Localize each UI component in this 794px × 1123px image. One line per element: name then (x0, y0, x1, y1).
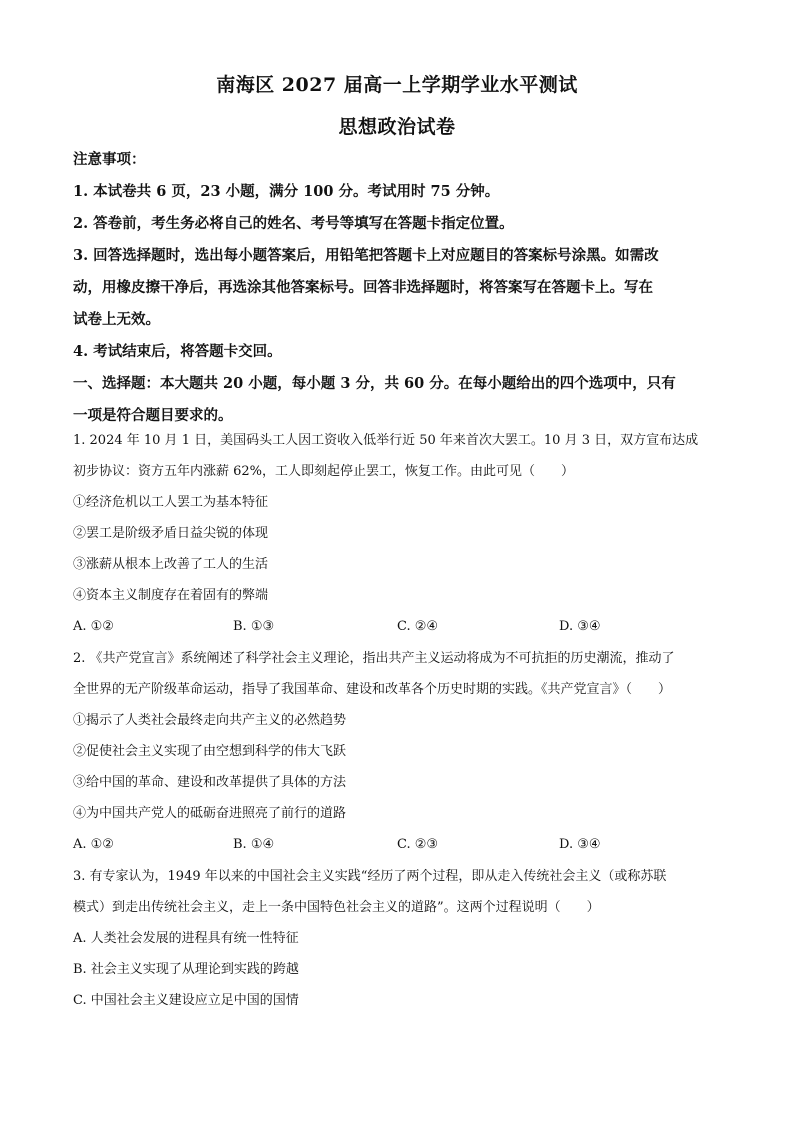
question-3 (73, 861, 725, 1016)
option-c: C. ②③ (397, 837, 439, 852)
option-a: A. 人类社会发展的进程具有统一性特征 (73, 931, 299, 946)
statement: ①经济危机以工人罢工为基本特征 (73, 495, 269, 510)
exam-subject: 思想政治试卷 (338, 116, 456, 138)
question-2 (73, 643, 725, 860)
statement: ③给中国的革命、建设和改革提供了具体的方法 (73, 775, 347, 790)
exam-title: 南海区 2027 届高一上学期学业水平测试 (216, 74, 578, 96)
option-b: B. 社会主义实现了从理论到实践的跨越 (73, 962, 299, 977)
statement: ④资本主义制度存在着固有的弊端 (73, 588, 269, 603)
option-d: D. ③④ (559, 837, 601, 852)
question-1 (73, 425, 725, 642)
option-a: A. ①② (73, 837, 114, 852)
question-stem-line: 1. 2024 年 10 月 1 日，美国码头工人因工资收入低举行近 50 年来首次大罢工。10 月 3 日，双方宣布达成 (73, 433, 699, 448)
option-c: C. 中国社会主义建设应立足中国的国情 (73, 993, 299, 1008)
statement: ②罢工是阶级矛盾日益尖锐的体现 (73, 526, 269, 541)
statement: ①揭示了人类社会最终走向共产主义的必然趋势 (73, 713, 347, 728)
notice-item: 试卷上无效。 (73, 311, 160, 328)
section-heading-line: 一项是符合题目要求的。 (73, 407, 233, 424)
answer-options (73, 829, 725, 860)
option-c: C. ②④ (397, 619, 439, 634)
statement: ④为中国共产党人的砥砺奋进照亮了前行的道路 (73, 806, 347, 821)
option-b: B. ①④ (233, 837, 275, 852)
option-d: D. ③④ (559, 619, 601, 634)
question-stem-line: 初步协议：资方五年内涨薪 62%，工人即刻起停止罢工，恢复工作。由此可见（ ） (73, 464, 575, 479)
question-stem-line: 2. 《共产党宣言》系统阐述了科学社会主义理论，指出共产主义运动将成为不可抗拒的历史潮流，推动了 (73, 651, 675, 666)
notice-item: 2. 答卷前，考生务必将自己的姓名、考号等填写在答题卡指定位置。 (73, 215, 514, 232)
notice-item: 1. 本试卷共 6 页，23 小题，满分 100 分。考试用时 75 分钟。 (73, 183, 500, 200)
option-a: A. ①② (73, 619, 114, 634)
statement: ②促使社会主义实现了由空想到科学的伟大飞跃 (73, 744, 347, 759)
notice-section (73, 144, 723, 432)
statement: ③涨薪从根本上改善了工人的生活 (73, 557, 269, 572)
question-stem-line: 全世界的无产阶级革命运动，指导了我国革命、建设和改革各个历史时期的实践。《共产党宣言》（ ） (73, 682, 672, 697)
notice-item: 4. 考试结束后，将答题卡交回。 (73, 343, 282, 360)
question-stem-line: 模式）到走出传统社会主义，走上一条中国特色社会主义的道路”。这两个过程说明（ ） (73, 900, 600, 915)
question-stem-line: 3. 有专家认为，1949 年以来的中国社会主义实践“经历了两个过程，即从走入传统社会主义（或称苏联 (73, 869, 667, 884)
notice-heading: 注意事项： (73, 151, 146, 168)
section-heading-line: 一、选择题：本大题共 20 小题，每小题 3 分，共 60 分。在每小题给出的四个选项中，只有 (73, 375, 676, 392)
option-b: B. ①③ (233, 619, 275, 634)
notice-item: 动，用橡皮擦干净后，再选涂其他答案标号。回答非选择题时，将答案写在答题卡上。写在 (73, 279, 653, 296)
notice-item: 3. 回答选择题时，选出每小题答案后，用铅笔把答题卡上对应题目的答案标号涂黑。如需改 (73, 247, 659, 264)
answer-options (73, 611, 725, 642)
